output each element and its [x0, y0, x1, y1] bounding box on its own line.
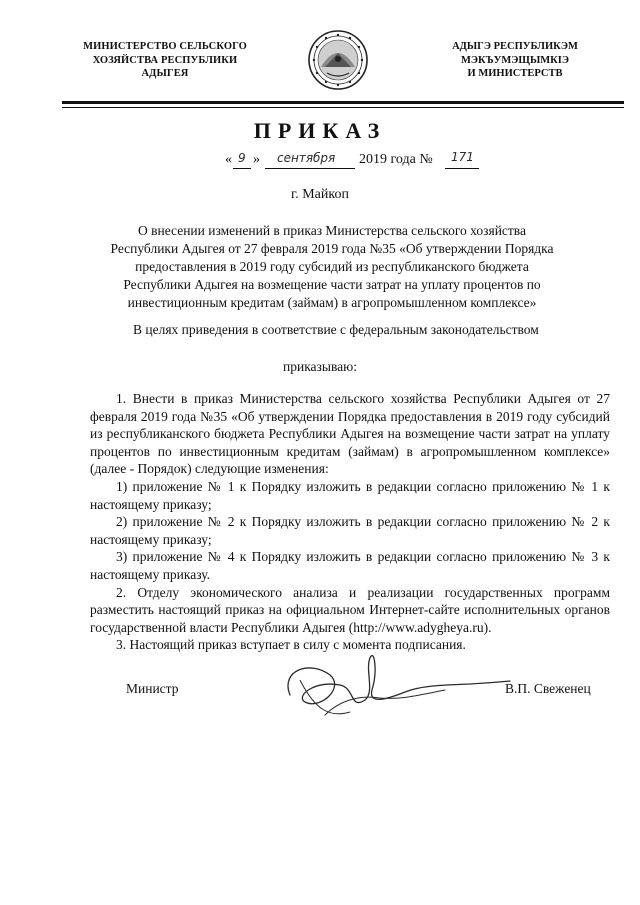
ministry-name-adyghe [430, 40, 600, 81]
order-directive: приказываю: [283, 359, 357, 374]
order-item-3: 3. Настоящий приказ вступает в силу с момента подписания. [116, 637, 466, 653]
ministry-name-russian [80, 40, 250, 81]
signatory-position: Министр [126, 681, 179, 696]
open-quote: « [225, 152, 232, 167]
header-divider-thin [62, 107, 624, 108]
ministry-name-line: МЭКЪУМЭЩЫМКIЭ [461, 54, 569, 66]
ministry-name-line: ХОЗЯЙСТВА РЕСПУБЛИКИ [92, 54, 238, 66]
number-underline [445, 168, 479, 169]
order-subitem-2: 2) приложение № 2 к Порядку изложить в редакции согласно приложению № 2 к настоящему приказу; [90, 514, 610, 547]
ministry-name-line: МИНИСТЕРСТВО СЕЛЬСКОГО [83, 41, 247, 52]
ministry-name-line: АДЫГЕЯ [141, 68, 189, 79]
handwritten-signature [270, 640, 520, 730]
day-underline [233, 168, 251, 169]
header-divider-thick [62, 101, 624, 104]
adygea-coat-of-arms-icon [307, 29, 369, 91]
order-body [90, 390, 610, 654]
month-underline [265, 168, 355, 169]
order-subject: О внесении изменений в приказ Министерства сельского хозяйства Республики Адыгея от 27 февраля 2019 года №35 «Об утверждении Порядка предоставления в 2019 году субсидий из республиканского бюджета Республики Адыгея на возмещение части затрат на уплату процентов по инвестиционным кредитам (займам) в агропромышленном комплексе» [110, 223, 554, 310]
order-month: сентября [277, 151, 336, 165]
city-name: г. Майкоп [291, 187, 349, 202]
ministry-name-line: АДЫГЭ РЕСПУБЛИКЭМ [452, 41, 578, 52]
order-purpose: В целях приведения в соответствие с федеральным законодательством [133, 322, 539, 337]
order-date-line [225, 152, 515, 174]
order-number: 171 [451, 150, 474, 164]
order-year-number-label: 2019 года № [359, 152, 433, 167]
close-quote: » [253, 152, 260, 167]
document-title: ПРИКАЗ [253, 118, 387, 143]
order-subitem-3: 3) приложение № 4 к Порядку изложить в редакции согласно приложению № 3 к настоящему приказу. [90, 549, 610, 582]
order-item-2 [90, 584, 610, 637]
order-item-1: 1. Внести в приказ Министерства сельского хозяйства Республики Адыгея от 27 февраля 2019 года №35 «Об утверждении Порядка предоставления в 2019 году субсидий из республиканского бюджета Республики Адыгея на возмещение части затрат на уплату процентов по инвестиционным кредитам (займам) в агропромышленном комплексе» (далее - Порядок) следующие изменения: [90, 391, 610, 477]
signatory-name: В.П. Свеженец [505, 681, 591, 696]
order-subitem-1: 1) приложение № 1 к Порядку изложить в редакции согласно приложению № 1 к настоящему приказу; [90, 478, 610, 512]
order-day: 9 [238, 151, 246, 165]
order-item-2-text: 2. Отделу экономического анализа и реализации государственных программ разместить настоящий приказ на официальном Интернет-сайте исполнительных органов государственной власти Республики Адыгея (http://www.adygheya.ru). [90, 584, 610, 635]
ministry-name-line: И МИНИСТЕРСТВ [467, 68, 563, 79]
